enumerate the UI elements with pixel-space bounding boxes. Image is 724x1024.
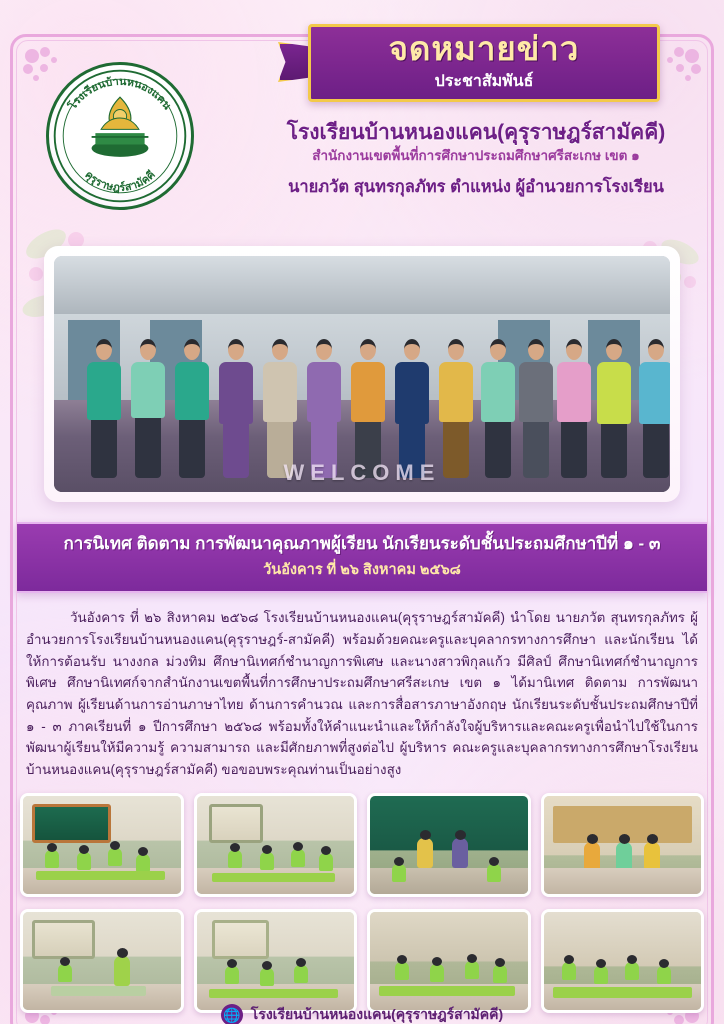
photo-gallery-row-1 [20,793,704,897]
gallery-photo[interactable] [20,909,184,1013]
headline-bar [16,522,708,593]
education-area-office: สำนักงานเขตพื้นที่การศึกษาประถมศึกษาศรีสะเกษ เขต ๑ [312,148,640,163]
article-body [26,607,698,781]
gallery-photo[interactable] [367,909,531,1013]
footer-school-name: โรงเรียนบ้านหนองแคน(คุรุราษฎร์สามัคคี) [250,1006,504,1022]
hero-photo-frame [44,246,680,502]
school-logo [46,62,194,210]
gallery-photo[interactable] [541,793,705,897]
banner-wing-left [278,42,312,82]
gallery-photo[interactable] [194,793,358,897]
newsletter-title-banner [308,24,660,102]
gallery-photo[interactable] [541,909,705,1013]
poster-header [26,24,698,224]
photo-welcome-text: WELCOME [283,460,441,485]
article-paragraph: วันอังคาร ที่ ๒๖ สิงหาคม ๒๕๖๘ โรงเรียนบ้านหนองแคน(คุรุราษฎร์สามัคคี) นำโดย นายภวัต สุนทรกุลภัทร ผู้อำนวยการโรงเรียนบ้านหนองแคน(คุรุราษฎร์-สามัคคี) พร้อมด้วยคณะครูและบุคลากรทางการศึกษา และนักเรียน ได้ให้การต้อนรับ นางงกล ม่วงทิม ศึกษานิเทศก์ชำนาญการพิเศษ และนางสาวพิกุลแก้ว มีศิลป์ ศึกษานิเทศก์ชำนาญการพิเศษ ศึกษานิเทศก์จากสำนักงานเขตพื้นที่การศึกษาประถมศึกษาศรีสะเกษ เขต ๑ ได้มานิเทศ ติดตาม การพัฒนาคุณภาพ ผู้เรียนด้านการอ่านภาษาไทย ด้านการคำนวณ และการสื่อสารภาษาอังกฤษ นักเรียนระดับชั้นประถมศึกษาปีที่ ๑ - ๓ ภาคเรียนที่ ๑ ปีการศึกษา ๒๕๖๘ พร้อมทั้งให้คำแนะนำและให้กำลังใจผู้บริหารและคณะครูเพื่อนำไปใช้ในการพัฒนาผู้เรียนให้มีความรู้ ความสามารถ และมีศักยภาพที่สูงต่อไป ผู้บริหาร คณะครูและบุคลากรทางการศึกษาโรงเรียนบ้านหนองแคน(คุรุราษฎร์สามัคคี) ขอขอบพระคุณท่านเป็นอย่างสูง [26,610,698,778]
svg-text:คุรุราษฎร์สามัคคี: คุรุราษฎร์สามัคคี [82,168,158,195]
newsletter-subtitle: ประชาสัมพันธ์ [434,72,534,90]
globe-icon: 🌐 [221,1004,243,1024]
photo-gallery-row-2 [20,909,704,1013]
headline-primary: การนิเทศ ติดตาม การพัฒนาคุณภาพผู้เรียน นักเรียนระดับชั้นประถมศึกษาปีที่ ๑ - ๓ [63,534,661,553]
gallery-photo[interactable] [20,793,184,897]
svg-text:โรงเรียนบ้านหนองแคน: โรงเรียนบ้านหนองแคน [66,75,174,112]
photo-ceiling [54,256,670,316]
director-name: นายภวัต สุนทรกุลภัทร ตำแหน่ง ผู้อำนวยการโรงเรียน [288,178,664,196]
hero-photo [54,256,670,492]
photo-people-group [54,320,670,478]
headline-date: วันอังคาร ที่ ๒๖ สิงหาคม ๒๕๖๘ [263,562,461,579]
page-footer [0,1004,724,1024]
gallery-photo[interactable] [367,793,531,897]
gallery-photo[interactable] [194,909,358,1013]
school-emblem-icon [49,65,191,207]
school-name: โรงเรียนบ้านหนองแคน(คุรุราษฎร์สามัคคี) [286,121,666,144]
newsletter-title: จดหมายข่าว [388,30,580,68]
